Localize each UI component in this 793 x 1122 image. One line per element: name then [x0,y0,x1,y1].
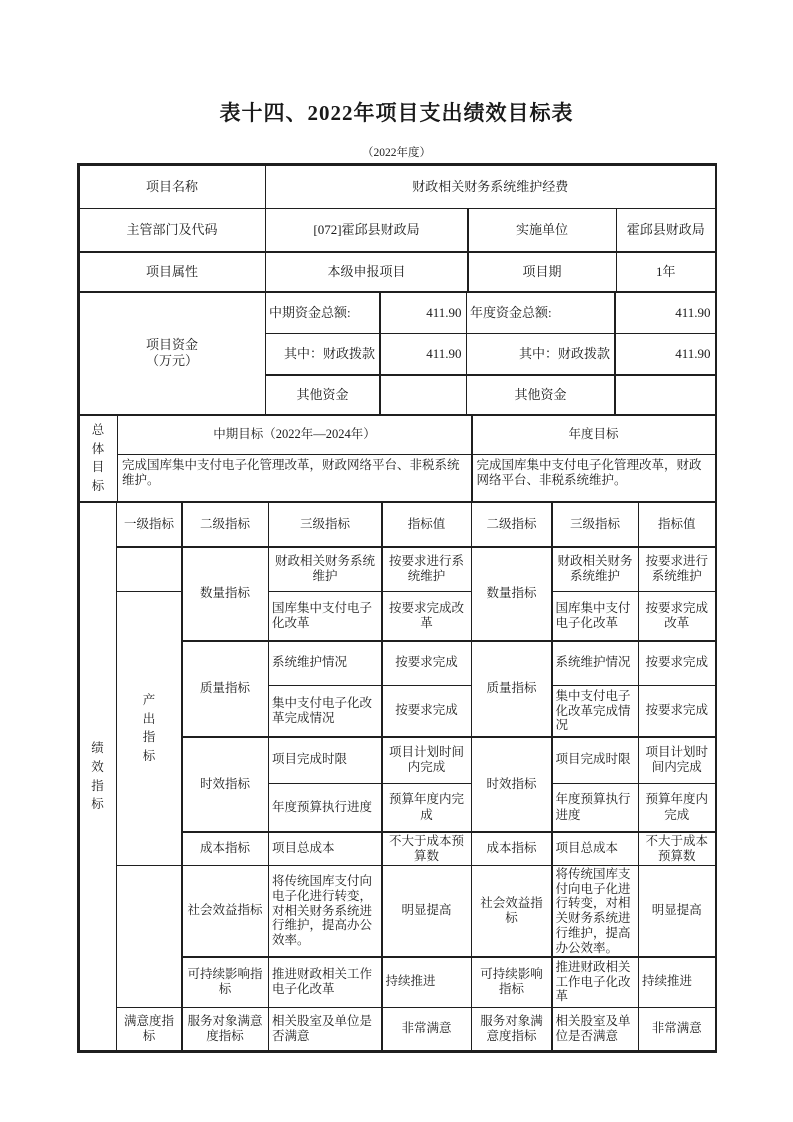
level1-empty-benefit [117,866,181,1007]
indicator-name: 集中支付电子化改革完成情况 [269,686,381,736]
indicator-name-annual: 集中支付电子化改革完成情况 [553,686,638,736]
mid-goal-header: 中期目标（2022年—2024年） [118,416,471,454]
indicator-value-annual: 按要求完成 [639,642,715,685]
project-name-label: 项目名称 [80,166,265,208]
level2-quality: 质量指标 [183,642,268,737]
year-total-label: 年度资金总额: [467,293,614,333]
indicator-name: 推进财政相关工作电子化改革 [269,958,381,1007]
indicator-name-annual: 年度预算执行进度 [553,784,638,831]
indicator-value-annual: 非常满意 [639,1008,715,1050]
level2-timeliness: 时效指标 [183,738,268,832]
header-value-annual: 指标值 [639,503,715,546]
mid-fiscal-value: 411.90 [381,334,466,374]
page-title: 表十四、2022年项目支出绩效目标表 [219,101,574,125]
indicator-value: 明显提高 [383,866,471,956]
indicator-name-annual: 项目完成时限 [553,738,638,783]
indicator-value: 不大于成本预算数 [383,833,471,865]
indicator-name-annual: 相关股室及单位是否满意 [553,1008,638,1050]
indicator-name: 系统维护情况 [269,642,381,685]
indicator-value-annual: 按要求完成 [639,686,715,736]
mid-total-value: 411.90 [381,293,466,333]
indicator-value-annual: 明显提高 [639,866,715,956]
funds-label-unit: （万元） [145,353,198,368]
mid-other-label: 其他资金 [266,376,379,414]
indicator-name-annual: 将传统国库支付向电子化进行转变，对相关财务系统进行维护，提高办公效率。 [553,866,638,956]
indicator-value: 按要求完成改革 [383,592,471,640]
indicator-value-annual: 预算年度内完成 [639,784,715,831]
dept-label: 主管部门及代码 [80,209,265,251]
dept-value: [072]霍邱县财政局 [266,209,467,251]
project-name-value: 财政相关财务系统维护经费 [266,166,715,208]
header-level2-annual: 二级指标 [472,503,551,546]
level2-satisfaction: 服务对象满意度指标 [183,1008,268,1050]
indicator-value: 按要求完成 [383,642,471,685]
impl-unit-value: 霍邱县财政局 [617,209,715,251]
performance-target-table [77,163,717,1053]
indicator-value: 持续推进 [383,958,471,1007]
mid-other-value [381,376,466,414]
year-goal-header: 年度目标 [473,416,715,454]
mid-total-label: 中期资金总额: [266,293,379,333]
basic-info-section [80,166,715,291]
year-fiscal-label: 其中：财政拨款 [467,334,614,374]
year-total-value: 411.90 [616,293,715,333]
impl-unit-label: 实施单位 [469,209,616,251]
year-other-label: 其他资金 [467,376,614,414]
header-level1: 一级指标 [117,503,181,546]
level2-quantity-annual: 数量指标 [472,548,551,641]
indicator-value-annual: 按要求完成改革 [639,592,715,640]
mid-goal-text: 完成国库集中支付电子化管理改革，财政网络平台、非税系统维护。 [118,455,471,501]
level1-empty-top [117,548,181,591]
indicator-name: 将传统国库支付向电子化进行转变，对相关财务系统进行维护，提高办公效率。 [269,866,381,956]
indicator-name: 项目完成时限 [269,738,381,783]
page-subtitle: （2022年度） [362,147,431,159]
indicator-value: 按要求进行系统维护 [383,548,471,591]
level2-cost-annual: 成本指标 [472,833,551,865]
overall-goal-section [80,416,715,502]
level2-satisfaction-annual: 服务对象满意度指标 [472,1008,551,1050]
period-label: 项目期 [469,253,616,291]
level2-sustainability-annual: 可持续影响指标 [472,958,551,1007]
indicator-name: 相关股室及单位是否满意 [269,1008,381,1050]
indicator-value: 预算年度内完成 [383,784,471,831]
header-level2: 二级指标 [183,503,268,546]
level1-output: 产出指标 [117,592,181,865]
indicator-name-annual: 推进财政相关工作电子化改革 [553,958,638,1007]
indicator-name-annual: 财政相关财务系统维护 [553,548,638,591]
attr-label: 项目属性 [80,253,265,291]
indicator-value-annual: 按要求进行系统维护 [639,548,715,591]
funds-label-text: 项目资金 [145,337,198,353]
indicator-name: 年度预算执行进度 [269,784,381,831]
indicator-name-annual: 国库集中支付电子化改革 [553,592,638,640]
level2-quantity: 数量指标 [183,548,268,641]
level2-cost: 成本指标 [183,833,268,865]
indicator-name: 项目总成本 [269,833,381,865]
year-fiscal-value: 411.90 [616,334,715,374]
indicator-value: 非常满意 [383,1008,471,1050]
performance-section [80,503,715,1050]
level2-sustainability: 可持续影响指标 [183,958,268,1007]
level1-satisfaction: 满意度指标 [117,1008,181,1050]
indicator-name: 国库集中支付电子化改革 [269,592,381,640]
header-level3-annual: 三级指标 [553,503,638,546]
mid-fiscal-label: 其中：财政拨款 [266,334,379,374]
indicator-name-annual: 系统维护情况 [553,642,638,685]
level2-social-benefit-annual: 社会效益指标 [472,866,551,956]
attr-value: 本级申报项目 [266,253,467,291]
indicator-value: 按要求完成 [383,686,471,736]
indicator-name: 财政相关财务系统维护 [269,548,381,591]
period-value: 1年 [617,253,715,291]
funds-label [80,293,265,414]
header-value: 指标值 [383,503,471,546]
year-other-value [616,376,715,414]
indicator-name-annual: 项目总成本 [553,833,638,865]
indicator-value-annual: 不大于成本预算数 [639,833,715,865]
level2-quality-annual: 质量指标 [472,642,551,737]
performance-side-label: 绩效指标 [80,503,116,1050]
level2-social-benefit: 社会效益指标 [183,866,268,956]
level2-timeliness-annual: 时效指标 [472,738,551,832]
indicator-value-annual: 项目计划时间内完成 [639,738,715,783]
indicator-value-annual: 持续推进 [639,958,715,1007]
header-level3: 三级指标 [269,503,381,546]
funds-section [80,293,715,414]
indicator-value: 项目计划时间内完成 [383,738,471,783]
year-goal-text: 完成国库集中支付电子化管理改革，财政网络平台、非税系统维护。 [473,455,715,501]
overall-goal-side-label: 总体目标 [80,416,117,502]
